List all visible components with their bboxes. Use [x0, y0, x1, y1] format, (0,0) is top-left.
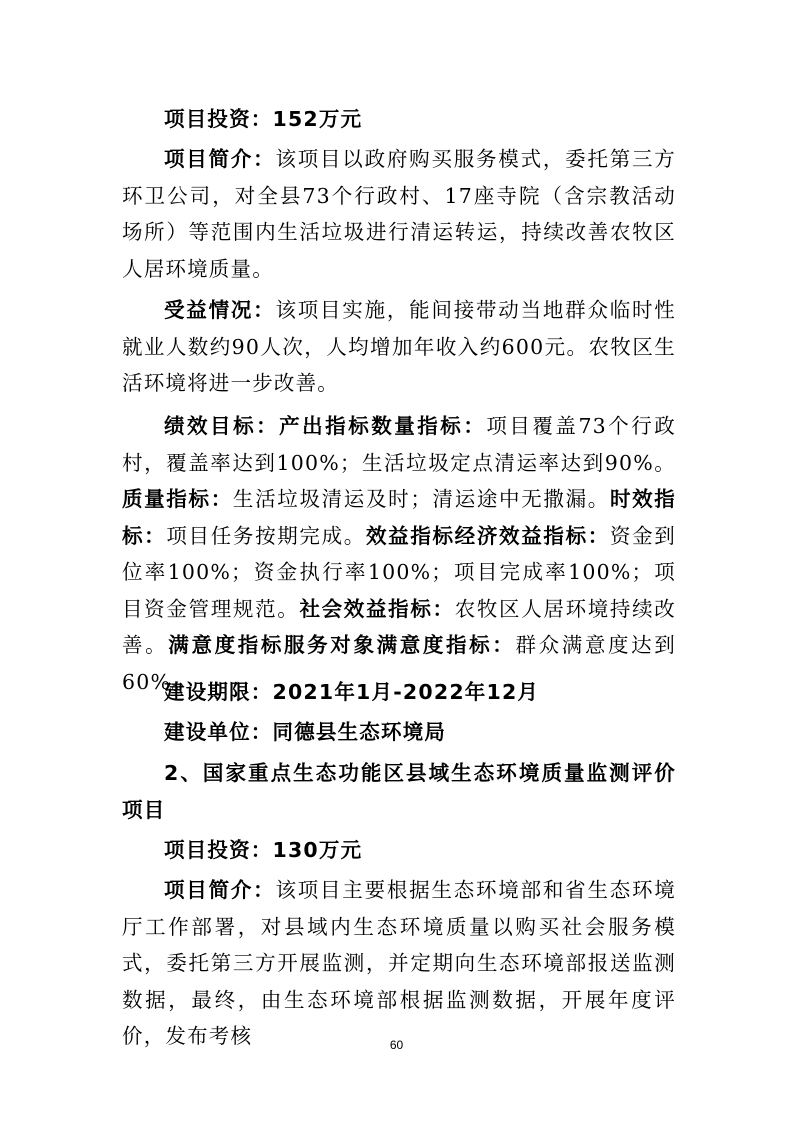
benefit-situation: [122, 292, 676, 402]
quality-text: 生活垃圾清运及时；清运途中无撒漏。: [232, 487, 610, 511]
period-value: 2021年1月-2022年12月: [272, 680, 540, 704]
social-benefit-label: 社会效益指标：: [299, 596, 455, 621]
project-investment-2: [122, 832, 676, 869]
timeliness-label: 时效指标：: [122, 487, 677, 548]
section-heading-2: 2、国家重点生态功能区县域生态环境质量监测评价项目: [122, 761, 676, 822]
unit-value: 同德县生态环境局: [272, 720, 447, 744]
unit-label: 建设单位：: [164, 720, 273, 744]
social-benefit-text: 农牧区人居环境持续改善。: [122, 596, 676, 657]
investment-label-1: 项目投资：: [164, 107, 273, 131]
project-summary-1: [122, 141, 676, 287]
economic-benefit-text: 资金到位率100%；资金执行率100%；项目完成率100%；项目资金管理规范。: [122, 523, 676, 621]
goals-label: 绩效目标：: [164, 414, 280, 438]
construction-period: [122, 674, 676, 711]
summary-label-1: 项目简介：: [164, 147, 276, 171]
quality-label: 质量指标：: [122, 487, 233, 511]
output-quantity-text: 项目覆盖73个行政村，覆盖率达到100%；生活垃圾定点清运率达到90%。: [122, 414, 676, 475]
project-investment-1: [122, 101, 676, 138]
timeliness-text: 项目任务按期完成。: [166, 523, 366, 548]
output-quantity-label: 产出指标数量指标：: [279, 414, 487, 438]
page-number: 60: [389, 1038, 404, 1052]
summary-text-1: 该项目以政府购买服务模式，委托第三方环卫公司，对全县73个行政村、17座寺院（含宗教活动场所）等范围内生活垃圾进行清运转运，持续改善农牧区人居环境质量。: [122, 147, 676, 281]
investment-value-1: 152万元: [272, 107, 363, 131]
satisfaction-label: 满意度指标服务对象满意度指标：: [168, 633, 516, 657]
performance-goals: [122, 408, 676, 700]
summary-label-2: 项目简介：: [164, 878, 276, 902]
summary-text-2: 该项目主要根据生态环境部和省生态环境厅工作部署，对县域内生态环境质量以购买社会服务模式，委托第三方开展监测，并定期向生态环境部报送监测数据，最终，由生态环境部根据监测数据，开展年度评价，发布考核: [122, 878, 676, 1048]
benefit-text: 该项目实施，能间接带动当地群众临时性就业人数约90人次，人均增加年收入约600元。农牧区生活环境将进一步改善。: [122, 298, 676, 395]
investment-value-2: 130万元: [272, 838, 363, 862]
period-label: 建设期限：: [164, 680, 273, 704]
satisfaction-text: 群众满意度达到60%。: [122, 633, 677, 694]
construction-unit: [122, 714, 676, 751]
economic-benefit-label: 效益指标经济效益指标：: [365, 523, 610, 548]
investment-label-2: 项目投资：: [164, 838, 273, 862]
project-summary-2: [122, 872, 676, 1055]
benefit-label: 受益情况：: [164, 298, 276, 322]
